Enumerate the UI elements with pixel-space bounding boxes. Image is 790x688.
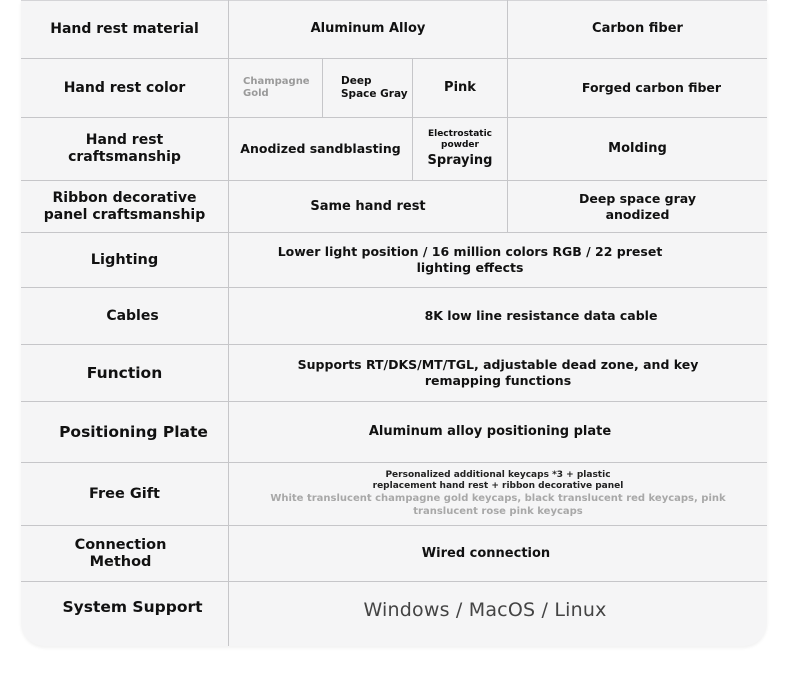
spec-table — [21, 0, 767, 646]
label-free-gift: Free Gift — [89, 485, 160, 502]
value-aluminum-alloy: Aluminum Alloy — [310, 21, 426, 36]
value-molding: Molding — [608, 141, 667, 156]
value-champagne-gold: Champagne Gold — [243, 76, 310, 99]
value-pink: Pink — [444, 80, 476, 95]
label-function: Function — [86, 363, 163, 382]
label-positioning-plate: Positioning Plate — [59, 422, 208, 441]
free-gift-details — [243, 470, 753, 518]
label-ribbon-panel-craftsmanship: Ribbon decorative panel craftsmanship — [43, 189, 206, 223]
label-hand-rest-material: Hand rest material — [50, 20, 199, 37]
row-free-gift — [21, 463, 767, 526]
row-hand-rest-material — [21, 0, 767, 59]
value-deep-space-gray: Deep Space Gray — [341, 75, 408, 100]
label-cables: Cables — [106, 307, 159, 324]
value-spraying: Spraying — [427, 153, 493, 168]
label-connection-method: Connection Method — [74, 536, 167, 570]
value-free-gift-items: Personalized additional keycaps *3 + plastic replacement hand rest + ribbon decorative panel — [372, 470, 624, 491]
value-cables: 8K low line resistance data cable — [424, 308, 658, 323]
row-hand-rest-craftsmanship — [21, 118, 767, 181]
value-free-gift-keycaps: White translucent champagne gold keycaps, black translucent red keycaps, pink translucent rose pink keycaps — [270, 493, 726, 517]
value-carbon-fiber: Carbon fiber — [592, 21, 683, 36]
label-hand-rest-craftsmanship: Hand rest craftsmanship — [68, 132, 181, 165]
value-anodized-sandblasting: Anodized sandblasting — [240, 141, 401, 156]
value-lighting: Lower light position / 16 million colors RGB / 22 preset lighting effects — [277, 244, 663, 275]
value-forged-carbon-fiber: Forged carbon fiber — [581, 80, 722, 95]
value-system-support: Windows / MacOS / Linux — [363, 599, 607, 621]
value-function: Supports RT/DKS/MT/TGL, adjustable dead zone, and key remapping functions — [297, 357, 699, 388]
row-cables — [21, 288, 767, 345]
row-ribbon-panel-craftsmanship — [21, 181, 767, 233]
row-hand-rest-color — [21, 59, 767, 118]
row-lighting — [21, 233, 767, 288]
label-hand-rest-color: Hand rest color — [63, 79, 186, 96]
row-function — [21, 345, 767, 402]
value-connection-method: Wired connection — [421, 545, 551, 561]
value-deep-space-gray-anodized: Deep space gray anodized — [578, 190, 696, 222]
label-system-support: System Support — [62, 598, 203, 616]
value-same-hand-rest: Same hand rest — [310, 198, 426, 214]
row-connection-method — [21, 526, 767, 582]
value-electrostatic-powder: Electrostatic powder — [427, 129, 493, 150]
label-lighting: Lighting — [90, 251, 159, 268]
value-positioning-plate: Aluminum alloy positioning plate — [368, 424, 612, 439]
row-system-support — [21, 582, 767, 646]
row-positioning-plate — [21, 402, 767, 463]
